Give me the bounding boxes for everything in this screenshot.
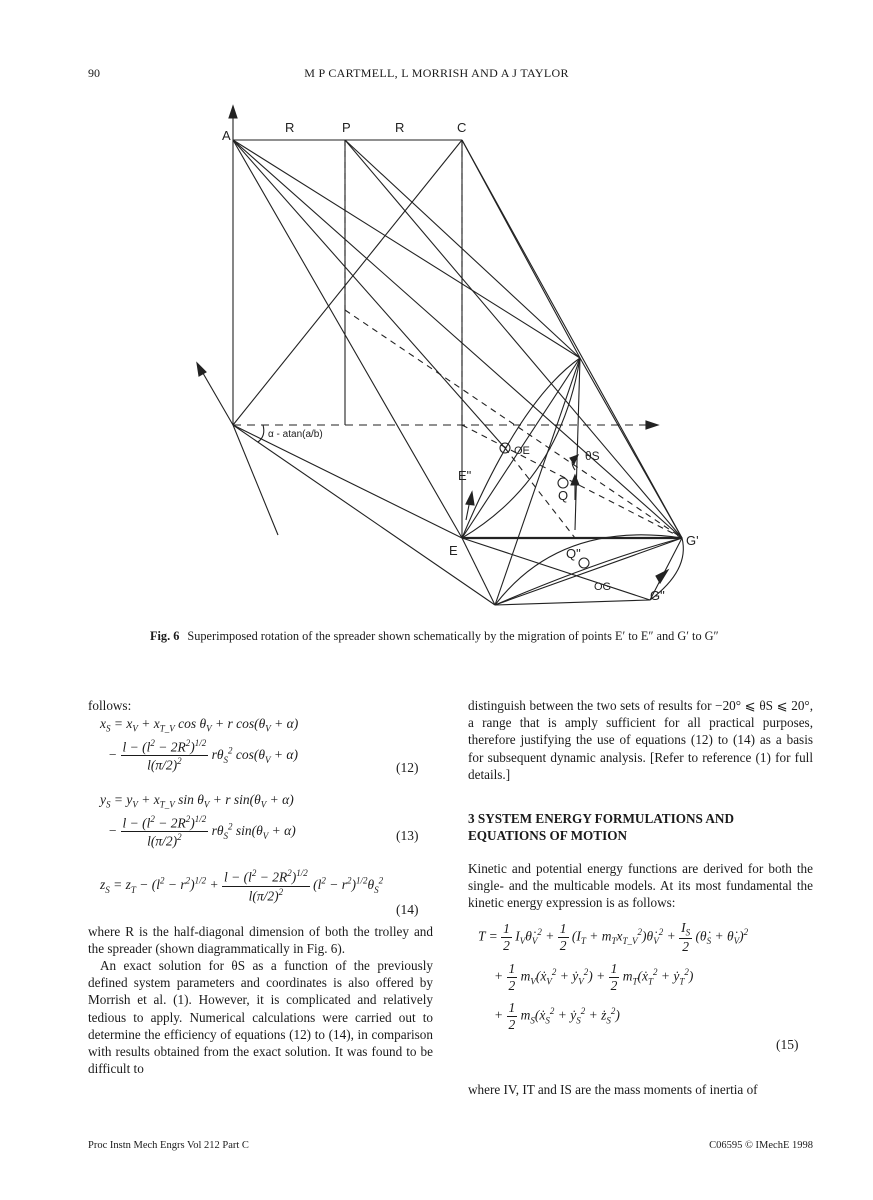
label-q2: Q" xyxy=(566,546,581,561)
eq12-number: (12) xyxy=(396,760,419,775)
left-intro: follows: xyxy=(88,698,132,713)
left-paragraph-2: An exact solution for θS as a function of the previously defined system parameters and coordinates is also offered by Morrish et al. (1). However, it is complicated and relatively tedious to apply. Numerical calculations were carried out to determine the efficiency of equations (12) to (14), in comparison with results obtained from the exact solution. It was found to be difficult to xyxy=(88,958,433,1077)
equation-15: T = $\frac{1}{2}$ $I_V\thetȧ_V^2$ + $\frac{1}{2}$ ($I_T$ + $m_Tx_{T\_V}^2)\thetȧ_V^2$ + $\frac{I_S}{2}$ ($\thetȧ_S$ + $\thetȧ_V)^2$ + $\frac{1}{2}$ $m_V(ẋ_V^2$ + ẏ$_V^2$) + $\frac{1}{2}$ $m_T(ẋ_T^2$ + ẏ$_T^2$) + $\frac{1}{2}$ $m_S(ẋ_S^2$ + ẏ$_S^2$ + $ż_S^2$) xyxy=(478,920,749,1032)
equation-13: $y_S = y_V + x_{T\_V}$ $\sin \theta_V + r$ $\sin(\theta_V + \alpha)$ − $\frac{l - (l^2 - 2R^2)^{1/2}}{l(\pi/2)^2}$ $r\theta_S^2$ $\sin(\theta_V + \alpha)$ xyxy=(100,792,296,849)
eq13-number: (13) xyxy=(396,828,419,843)
caption-text: Superimposed rotation of the spreader shown schematically by the migration of points E′ to E″ and G′ to G″ xyxy=(187,629,719,643)
label-c: C xyxy=(457,120,467,135)
eq14-number: (14) xyxy=(396,902,419,917)
figure-caption xyxy=(150,628,770,645)
label-e: E xyxy=(449,543,458,558)
eq15-number: (15) xyxy=(776,1037,799,1052)
label-og: OG xyxy=(594,581,612,593)
equation-12: $x_S = x_V + x_{T\_V}$ $\cos \theta_V + r$ $\cos(\theta_V + \alpha)$ − $\frac{l - (l^2 - 2R^2)^{1/2}}{l(\pi/2)^2}$ $r\theta_S^2$ $\cos(\theta_V + \alpha)$ xyxy=(100,716,299,773)
right-paragraph-1: distinguish between the two sets of results for −20° ⩽ θS ⩽ 20°, a range that is amply sufficient for all practical purposes, therefore justifying the use of equations (12) to (14) as a basis for subsequent dynamic analysis. [Refer to reference (1) for full details.] xyxy=(468,698,813,782)
label-p: P xyxy=(342,120,351,135)
footer-journal: Proc Instn Mech Engrs Vol 212 Part C xyxy=(88,1140,249,1151)
right-paragraph-3: where IV, IT and IS are the mass moments of inertia of xyxy=(468,1082,758,1097)
right-paragraph-2: Kinetic and potential energy functions are derived for both the single- and the multicable models. At its most fundamental the kinetic energy expression is as follows: xyxy=(468,861,813,911)
figure-6-diagram xyxy=(180,95,700,615)
left-paragraph-1: where R is the half-diagonal dimension of both the trolley and the spreader (shown diagrammatically in Fig. 6). xyxy=(88,924,433,957)
page-number: 90 xyxy=(88,66,100,80)
label-oe: OE xyxy=(514,445,530,457)
running-title: M P CARTMELL, L MORRISH AND A J TAYLOR xyxy=(304,66,569,80)
caption-label: Fig. 6 xyxy=(150,629,180,643)
footer-copyright: C06595 © IMechE 1998 xyxy=(709,1140,813,1151)
label-q: Q xyxy=(558,488,569,503)
label-e2: E" xyxy=(458,468,472,483)
section-heading: 3 SYSTEM ENERGY FORMULATIONS AND EQUATIONS OF MOTION xyxy=(468,811,734,843)
label-a: A xyxy=(222,128,231,143)
label-g2: G" xyxy=(650,588,665,603)
label-theta: θS xyxy=(585,449,600,463)
label-r1: R xyxy=(285,120,295,135)
equation-14: $z_S = z_T - (l^2 - r^2)^{1/2}$ + $\frac{l - (l^2 - 2R^2)^{1/2}}{l(\pi/2)^2}$ $(l^2 - r^2)^{1/2}\theta_S^2$ xyxy=(100,868,384,903)
label-r2: R xyxy=(395,120,405,135)
label-g1: G' xyxy=(686,533,699,548)
label-angle: α - atan(a/b) xyxy=(268,429,323,440)
